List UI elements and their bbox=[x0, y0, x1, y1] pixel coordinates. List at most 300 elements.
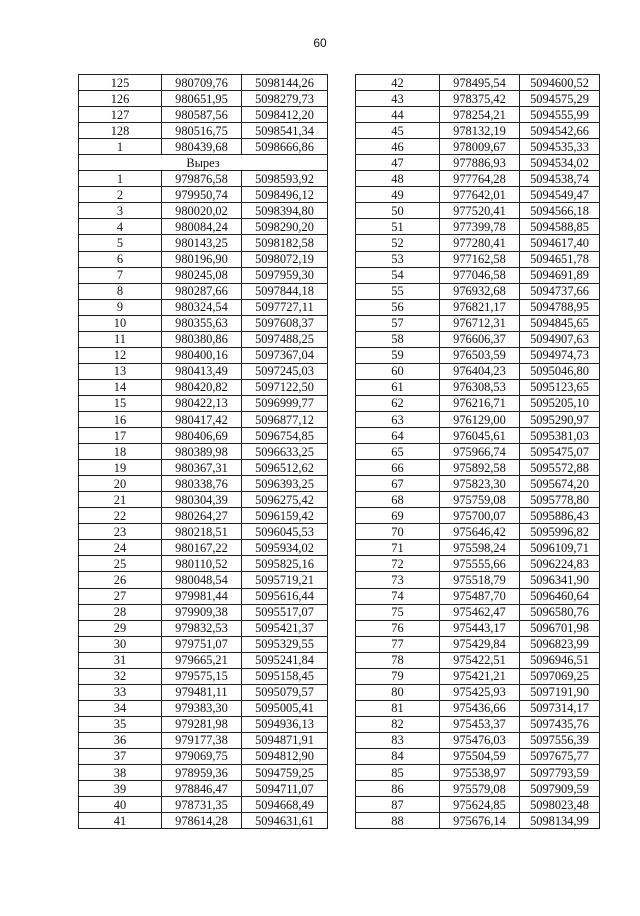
point-number: 15 bbox=[79, 395, 162, 411]
point-number: 48 bbox=[356, 171, 440, 187]
coordinate-x: 975421,21 bbox=[440, 668, 520, 684]
coordinate-x: 980413,49 bbox=[162, 363, 242, 379]
point-number: 125 bbox=[79, 75, 162, 91]
table-row bbox=[79, 716, 328, 732]
coordinate-y: 5094575,29 bbox=[520, 91, 600, 107]
table-row bbox=[356, 765, 600, 781]
coordinate-x: 976129,00 bbox=[440, 411, 520, 427]
coordinate-y: 5095123,65 bbox=[520, 379, 600, 395]
table-row bbox=[79, 428, 328, 444]
point-number: 13 bbox=[79, 363, 162, 379]
table-row bbox=[79, 588, 328, 604]
point-number: 37 bbox=[79, 748, 162, 764]
coordinate-x: 975966,74 bbox=[440, 444, 520, 460]
coordinate-x: 975443,17 bbox=[440, 620, 520, 636]
coordinate-y: 5096633,25 bbox=[242, 444, 328, 460]
coordinate-y: 5094538,74 bbox=[520, 171, 600, 187]
table-row bbox=[356, 155, 600, 171]
table-row bbox=[79, 620, 328, 636]
coordinate-y: 5095934,02 bbox=[242, 540, 328, 556]
point-number: 80 bbox=[356, 684, 440, 700]
table-row bbox=[356, 331, 600, 347]
coordinate-y: 5096512,62 bbox=[242, 460, 328, 476]
table-row bbox=[79, 283, 328, 299]
table-row bbox=[356, 187, 600, 203]
coordinate-x: 975892,58 bbox=[440, 460, 520, 476]
point-number: 60 bbox=[356, 363, 440, 379]
point-number: 6 bbox=[79, 251, 162, 267]
table-row bbox=[79, 444, 328, 460]
table-row bbox=[79, 331, 328, 347]
coordinate-x: 980355,63 bbox=[162, 315, 242, 331]
section-label: Вырез bbox=[79, 155, 328, 171]
coordinate-x: 979281,98 bbox=[162, 716, 242, 732]
point-number: 28 bbox=[79, 604, 162, 620]
point-number: 36 bbox=[79, 732, 162, 748]
coordinate-x: 978959,36 bbox=[162, 765, 242, 781]
table-row bbox=[356, 299, 600, 315]
coordinate-x: 977886,93 bbox=[440, 155, 520, 171]
coordinate-x: 975429,84 bbox=[440, 636, 520, 652]
coordinate-y: 5094542,66 bbox=[520, 123, 600, 139]
coordinate-y: 5095290,97 bbox=[520, 411, 600, 427]
coordinate-y: 5094566,18 bbox=[520, 203, 600, 219]
point-number: 10 bbox=[79, 315, 162, 331]
point-number: 32 bbox=[79, 668, 162, 684]
point-number: 50 bbox=[356, 203, 440, 219]
coordinate-x: 979981,44 bbox=[162, 588, 242, 604]
coordinate-x: 980196,90 bbox=[162, 251, 242, 267]
coordinate-x: 978731,35 bbox=[162, 797, 242, 813]
coordinate-x: 980167,22 bbox=[162, 540, 242, 556]
coordinate-x: 979575,15 bbox=[162, 668, 242, 684]
point-number: 24 bbox=[79, 540, 162, 556]
coordinate-x: 980709,76 bbox=[162, 75, 242, 91]
table-row bbox=[79, 813, 328, 829]
table-row bbox=[79, 123, 328, 139]
coordinate-y: 5095046,80 bbox=[520, 363, 600, 379]
point-number: 27 bbox=[79, 588, 162, 604]
table-row bbox=[79, 604, 328, 620]
point-number: 31 bbox=[79, 652, 162, 668]
coordinate-x: 976606,37 bbox=[440, 331, 520, 347]
point-number: 78 bbox=[356, 652, 440, 668]
coordinate-x: 980406,69 bbox=[162, 428, 242, 444]
point-number: 82 bbox=[356, 716, 440, 732]
point-number: 19 bbox=[79, 460, 162, 476]
coordinate-y: 5094974,73 bbox=[520, 347, 600, 363]
point-number: 87 bbox=[356, 797, 440, 813]
point-number: 67 bbox=[356, 476, 440, 492]
page-number: 60 bbox=[313, 36, 327, 50]
coordinate-y: 5098412,20 bbox=[242, 107, 328, 123]
coordinate-x: 977520,41 bbox=[440, 203, 520, 219]
point-number: 1 bbox=[79, 139, 162, 155]
coordinate-y: 5094535,33 bbox=[520, 139, 600, 155]
table-row bbox=[79, 732, 328, 748]
point-number: 79 bbox=[356, 668, 440, 684]
coordinate-y: 5097675,77 bbox=[520, 748, 600, 764]
coordinate-y: 5094651,78 bbox=[520, 251, 600, 267]
coordinate-x: 977764,28 bbox=[440, 171, 520, 187]
table-row bbox=[356, 203, 600, 219]
table-row bbox=[79, 379, 328, 395]
coordinate-y: 5095421,37 bbox=[242, 620, 328, 636]
coordinate-x: 980439,68 bbox=[162, 139, 242, 155]
coordinate-x: 979909,38 bbox=[162, 604, 242, 620]
table-row bbox=[79, 395, 328, 411]
coordinate-y: 5097191,90 bbox=[520, 684, 600, 700]
coordinate-y: 5097909,59 bbox=[520, 781, 600, 797]
table-row bbox=[79, 700, 328, 716]
coordinate-y: 5095616,44 bbox=[242, 588, 328, 604]
table-row bbox=[79, 492, 328, 508]
coordinate-y: 5097793,59 bbox=[520, 765, 600, 781]
table-row bbox=[356, 492, 600, 508]
coordinate-y: 5095158,45 bbox=[242, 668, 328, 684]
coordinate-x: 977642,01 bbox=[440, 187, 520, 203]
coordinate-y: 5095719,21 bbox=[242, 572, 328, 588]
coordinate-y: 5094759,25 bbox=[242, 765, 328, 781]
table-row bbox=[356, 123, 600, 139]
coordinate-y: 5098394,80 bbox=[242, 203, 328, 219]
point-number: 59 bbox=[356, 347, 440, 363]
table-row bbox=[356, 684, 600, 700]
table-row bbox=[356, 428, 600, 444]
point-number: 26 bbox=[79, 572, 162, 588]
coordinate-y: 5094788,95 bbox=[520, 299, 600, 315]
table-row bbox=[356, 588, 600, 604]
point-number: 53 bbox=[356, 251, 440, 267]
coordinate-x: 976712,31 bbox=[440, 315, 520, 331]
coordinate-y: 5094534,02 bbox=[520, 155, 600, 171]
point-number: 45 bbox=[356, 123, 440, 139]
point-number: 41 bbox=[79, 813, 162, 829]
point-number: 21 bbox=[79, 492, 162, 508]
coordinate-x: 980245,08 bbox=[162, 267, 242, 283]
table-row bbox=[79, 572, 328, 588]
point-number: 57 bbox=[356, 315, 440, 331]
table-row bbox=[356, 813, 600, 829]
point-number: 3 bbox=[79, 203, 162, 219]
point-number: 75 bbox=[356, 604, 440, 620]
coordinate-x: 980587,56 bbox=[162, 107, 242, 123]
coordinate-y: 5094907,63 bbox=[520, 331, 600, 347]
point-number: 43 bbox=[356, 91, 440, 107]
coordinate-x: 975700,07 bbox=[440, 508, 520, 524]
table-row bbox=[79, 508, 328, 524]
point-number: 7 bbox=[79, 267, 162, 283]
point-number: 33 bbox=[79, 684, 162, 700]
table-row bbox=[79, 476, 328, 492]
table-row bbox=[356, 556, 600, 572]
coordinate-y: 5096460,64 bbox=[520, 588, 600, 604]
table-row bbox=[356, 91, 600, 107]
coordinate-y: 5095475,07 bbox=[520, 444, 600, 460]
coordinate-y: 5098666,86 bbox=[242, 139, 328, 155]
table-row bbox=[356, 604, 600, 620]
coordinate-y: 5095778,80 bbox=[520, 492, 600, 508]
coordinate-y: 5096823,99 bbox=[520, 636, 600, 652]
table-row bbox=[356, 235, 600, 251]
coordinate-x: 976308,53 bbox=[440, 379, 520, 395]
point-number: 76 bbox=[356, 620, 440, 636]
coordinate-x: 975624,85 bbox=[440, 797, 520, 813]
table-row bbox=[79, 347, 328, 363]
coordinate-y: 5097435,76 bbox=[520, 716, 600, 732]
coordinate-x: 979383,30 bbox=[162, 700, 242, 716]
coordinate-x: 979481,11 bbox=[162, 684, 242, 700]
coordinate-x: 975823,30 bbox=[440, 476, 520, 492]
point-number: 85 bbox=[356, 765, 440, 781]
coordinate-x: 980048,54 bbox=[162, 572, 242, 588]
table-row bbox=[79, 267, 328, 283]
point-number: 42 bbox=[356, 75, 440, 91]
coordinate-x: 979832,53 bbox=[162, 620, 242, 636]
coordinate-y: 5096999,77 bbox=[242, 395, 328, 411]
table-row bbox=[79, 235, 328, 251]
coordinate-y: 5096159,42 bbox=[242, 508, 328, 524]
coordinate-y: 5095079,57 bbox=[242, 684, 328, 700]
table-row bbox=[356, 700, 600, 716]
point-number: 54 bbox=[356, 267, 440, 283]
coordinate-y: 5098290,20 bbox=[242, 219, 328, 235]
table-row bbox=[356, 476, 600, 492]
coordinate-y: 5095205,10 bbox=[520, 395, 600, 411]
table-row bbox=[356, 652, 600, 668]
coordinate-x: 980651,95 bbox=[162, 91, 242, 107]
coordinate-y: 5096701,98 bbox=[520, 620, 600, 636]
table-row bbox=[356, 540, 600, 556]
point-number: 1 bbox=[79, 171, 162, 187]
point-number: 14 bbox=[79, 379, 162, 395]
coordinate-x: 975487,70 bbox=[440, 588, 520, 604]
coordinate-y: 5096393,25 bbox=[242, 476, 328, 492]
table-row bbox=[79, 652, 328, 668]
coordinate-x: 978375,42 bbox=[440, 91, 520, 107]
coordinate-x: 980287,66 bbox=[162, 283, 242, 299]
coordinate-y: 5097367,04 bbox=[242, 347, 328, 363]
coordinate-x: 976503,59 bbox=[440, 347, 520, 363]
table-row bbox=[356, 781, 600, 797]
coordinate-x: 976932,68 bbox=[440, 283, 520, 299]
coordinate-x: 980367,31 bbox=[162, 460, 242, 476]
point-number: 128 bbox=[79, 123, 162, 139]
table-row bbox=[356, 748, 600, 764]
coordinate-x: 975436,66 bbox=[440, 700, 520, 716]
point-number: 20 bbox=[79, 476, 162, 492]
coordinate-y: 5095005,41 bbox=[242, 700, 328, 716]
point-number: 64 bbox=[356, 428, 440, 444]
table-row bbox=[356, 524, 600, 540]
coordinate-y: 5097122,50 bbox=[242, 379, 328, 395]
point-number: 16 bbox=[79, 411, 162, 427]
coordinate-x: 977280,41 bbox=[440, 235, 520, 251]
table-row bbox=[79, 203, 328, 219]
coordinate-y: 5094936,13 bbox=[242, 716, 328, 732]
coordinate-y: 5094588,85 bbox=[520, 219, 600, 235]
point-number: 56 bbox=[356, 299, 440, 315]
coordinate-x: 980143,25 bbox=[162, 235, 242, 251]
table-row bbox=[356, 107, 600, 123]
point-number: 63 bbox=[356, 411, 440, 427]
coordinate-x: 975538,97 bbox=[440, 765, 520, 781]
coordinate-x: 976404,23 bbox=[440, 363, 520, 379]
coordinate-x: 980400,16 bbox=[162, 347, 242, 363]
coordinate-x: 975555,66 bbox=[440, 556, 520, 572]
coordinate-x: 975462,47 bbox=[440, 604, 520, 620]
point-number: 47 bbox=[356, 155, 440, 171]
table-row bbox=[356, 444, 600, 460]
coordinate-y: 5098023,48 bbox=[520, 797, 600, 813]
coordinate-y: 5095241,84 bbox=[242, 652, 328, 668]
table-row bbox=[79, 540, 328, 556]
coordinate-y: 5096275,42 bbox=[242, 492, 328, 508]
coordinate-y: 5095381,03 bbox=[520, 428, 600, 444]
coordinate-y: 5097556,39 bbox=[520, 732, 600, 748]
point-number: 9 bbox=[79, 299, 162, 315]
point-number: 127 bbox=[79, 107, 162, 123]
table-row bbox=[356, 668, 600, 684]
coordinate-x: 978132,19 bbox=[440, 123, 520, 139]
coordinate-x: 979069,75 bbox=[162, 748, 242, 764]
coordinate-x: 980389,98 bbox=[162, 444, 242, 460]
table-row bbox=[356, 219, 600, 235]
coordinate-x: 975518,79 bbox=[440, 572, 520, 588]
coordinate-x: 978495,54 bbox=[440, 75, 520, 91]
table-row bbox=[79, 636, 328, 652]
table-row bbox=[356, 315, 600, 331]
coordinate-y: 5097488,25 bbox=[242, 331, 328, 347]
coordinate-x: 979950,74 bbox=[162, 187, 242, 203]
point-number: 30 bbox=[79, 636, 162, 652]
coordinate-x: 975422,51 bbox=[440, 652, 520, 668]
table-row bbox=[356, 395, 600, 411]
coordinate-x: 980417,42 bbox=[162, 411, 242, 427]
point-number: 62 bbox=[356, 395, 440, 411]
coordinate-y: 5096109,71 bbox=[520, 540, 600, 556]
coordinate-y: 5094555,99 bbox=[520, 107, 600, 123]
point-number: 34 bbox=[79, 700, 162, 716]
coordinate-x: 980218,51 bbox=[162, 524, 242, 540]
coordinate-y: 5094812,90 bbox=[242, 748, 328, 764]
point-number: 68 bbox=[356, 492, 440, 508]
coordinate-y: 5098593,92 bbox=[242, 171, 328, 187]
coordinate-y: 5094737,66 bbox=[520, 283, 600, 299]
coordinate-x: 978009,67 bbox=[440, 139, 520, 155]
point-number: 35 bbox=[79, 716, 162, 732]
table-row bbox=[356, 347, 600, 363]
coordinate-y: 5098134,99 bbox=[520, 813, 600, 829]
point-number: 77 bbox=[356, 636, 440, 652]
table-row bbox=[79, 748, 328, 764]
point-number: 69 bbox=[356, 508, 440, 524]
coordinate-x: 980420,82 bbox=[162, 379, 242, 395]
point-number: 11 bbox=[79, 331, 162, 347]
coordinate-x: 980110,52 bbox=[162, 556, 242, 572]
point-number: 8 bbox=[79, 283, 162, 299]
table-row bbox=[356, 171, 600, 187]
table-row bbox=[356, 267, 600, 283]
coordinate-y: 5095329,55 bbox=[242, 636, 328, 652]
table-row bbox=[79, 524, 328, 540]
point-number: 23 bbox=[79, 524, 162, 540]
coordinate-y: 5098541,34 bbox=[242, 123, 328, 139]
table-row bbox=[356, 379, 600, 395]
table-row bbox=[356, 139, 600, 155]
point-number: 39 bbox=[79, 781, 162, 797]
table-row bbox=[79, 251, 328, 267]
coordinate-x: 980516,75 bbox=[162, 123, 242, 139]
coordinate-y: 5098496,12 bbox=[242, 187, 328, 203]
coordinate-y: 5098279,73 bbox=[242, 91, 328, 107]
point-number: 84 bbox=[356, 748, 440, 764]
coordinate-y: 5096045,53 bbox=[242, 524, 328, 540]
point-number: 65 bbox=[356, 444, 440, 460]
coordinate-x: 979876,58 bbox=[162, 171, 242, 187]
point-number: 18 bbox=[79, 444, 162, 460]
point-number: 38 bbox=[79, 765, 162, 781]
point-number: 25 bbox=[79, 556, 162, 572]
section-row bbox=[79, 155, 328, 171]
table-row bbox=[356, 797, 600, 813]
table-row bbox=[356, 411, 600, 427]
point-number: 5 bbox=[79, 235, 162, 251]
point-number: 81 bbox=[356, 700, 440, 716]
point-number: 17 bbox=[79, 428, 162, 444]
coordinate-x: 977046,58 bbox=[440, 267, 520, 283]
point-number: 88 bbox=[356, 813, 440, 829]
table-row bbox=[356, 283, 600, 299]
coordinate-x: 980084,24 bbox=[162, 219, 242, 235]
coordinate-x: 978614,28 bbox=[162, 813, 242, 829]
coordinate-y: 5094600,52 bbox=[520, 75, 600, 91]
point-number: 74 bbox=[356, 588, 440, 604]
point-number: 83 bbox=[356, 732, 440, 748]
table-row bbox=[79, 684, 328, 700]
coordinate-y: 5096341,90 bbox=[520, 572, 600, 588]
table-row bbox=[356, 716, 600, 732]
table-row bbox=[79, 91, 328, 107]
coordinate-x: 977399,78 bbox=[440, 219, 520, 235]
coordinate-x: 977162,58 bbox=[440, 251, 520, 267]
table-row bbox=[79, 139, 328, 155]
table-row bbox=[79, 107, 328, 123]
coordinate-x: 975759,08 bbox=[440, 492, 520, 508]
coordinate-x: 980338,76 bbox=[162, 476, 242, 492]
table-row bbox=[356, 732, 600, 748]
coordinate-y: 5094711,07 bbox=[242, 781, 328, 797]
point-number: 70 bbox=[356, 524, 440, 540]
coordinate-y: 5095572,88 bbox=[520, 460, 600, 476]
coordinate-x: 980020,02 bbox=[162, 203, 242, 219]
table-row bbox=[356, 620, 600, 636]
coordinate-y: 5097727,11 bbox=[242, 299, 328, 315]
coordinate-y: 5097959,30 bbox=[242, 267, 328, 283]
coordinate-y: 5096224,83 bbox=[520, 556, 600, 572]
coordinate-x: 975425,93 bbox=[440, 684, 520, 700]
coordinate-y: 5098144,26 bbox=[242, 75, 328, 91]
coordinate-y: 5095996,82 bbox=[520, 524, 600, 540]
point-number: 29 bbox=[79, 620, 162, 636]
point-number: 2 bbox=[79, 187, 162, 203]
coordinate-x: 975476,03 bbox=[440, 732, 520, 748]
coordinate-y: 5094668,49 bbox=[242, 797, 328, 813]
coordinate-y: 5096946,51 bbox=[520, 652, 600, 668]
coordinate-x: 975646,42 bbox=[440, 524, 520, 540]
point-number: 72 bbox=[356, 556, 440, 572]
coordinate-x: 980380,86 bbox=[162, 331, 242, 347]
